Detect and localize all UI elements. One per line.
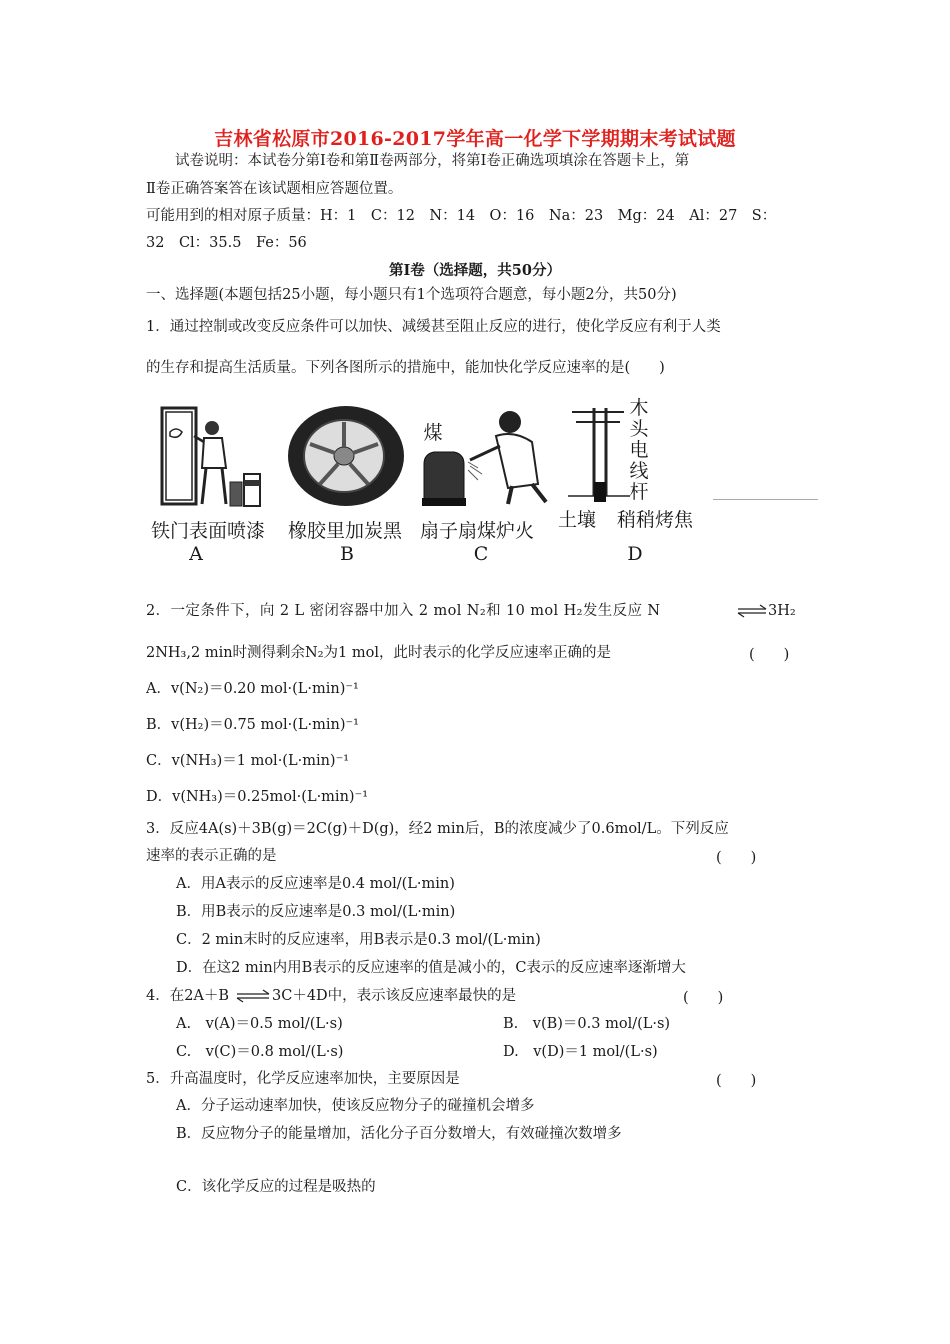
q5-line-1: 5．升高温度时，化学反应速率加快，主要原因是 (146, 1071, 460, 1087)
coal-label: 煤 (423, 422, 443, 444)
q2-line-1: 2．一定条件下，向 2 L 密闭容器中加入 2 mol N₂和 10 mol H₂发生反应 N (146, 603, 661, 619)
page-title: 吉林省松原市2016-2017学年高一化学下学期期末考试试题 (214, 128, 736, 150)
tire-illustration (284, 404, 409, 509)
q4-option-b: B. v(B)＝0.3 mol/(L·s) (503, 1016, 671, 1032)
q5-answer-paren: ( ) (716, 1073, 757, 1089)
atomic-mass-line-2: 32 Cl：35.5 Fe：56 (146, 235, 307, 251)
q3-option-a: A．用A表示的反应速率是0.4 mol/(L·min) (176, 876, 455, 892)
caption-d-soil: 土壤 (557, 509, 596, 531)
pole-label-char: 电 (629, 439, 649, 461)
part-heading: 一、选择题(本题包括25小题，每小题只有1个选项符合题意，每小题2分，共50分) (146, 287, 677, 303)
q2-option-d: D．v(NH₃)＝0.25mol·(L·min)⁻¹ (146, 789, 369, 805)
option-letter-d: D (627, 543, 643, 565)
q4-option-c: C. v(C)＝0.8 mol/(L·s) (176, 1044, 344, 1060)
q3-option-d: D．在这2 min内用B表示的反应速率的值是减小的，C表示的反应速率逐渐增大 (176, 960, 686, 976)
q4-option-a: A. v(A)＝0.5 mol/(L·s) (176, 1016, 343, 1032)
q4-option-d: D. v(D)＝1 mol/(L·s) (503, 1044, 658, 1060)
q2-option-b: B．v(H₂)＝0.75 mol·(L·min)⁻¹ (146, 717, 359, 733)
q3-line-2: 速率的表示正确的是 (146, 848, 277, 864)
q2-option-a: A．v(N₂)＝0.20 mol·(L·min)⁻¹ (146, 681, 359, 697)
intro-line-2: Ⅱ卷正确答案答在该试题相应答题位置。 (146, 181, 403, 197)
q5-option-a: A．分子运动速率加快，使该反应物分子的碰撞机会增多 (176, 1098, 535, 1114)
q2-answer-paren: ( ) (749, 647, 790, 663)
q2-line-2: 2NH₃,2 min时测得剩余N₂为1 mol，此时表示的化学反应速率正确的是 (146, 645, 611, 661)
caption-d-charred: 稍稍烤焦 (616, 509, 693, 531)
q3-option-c: C．2 min末时的反应速率，用B表示是0.3 mol/(L·min) (176, 932, 541, 948)
q2-option-c: C．v(NH₃)＝1 mol·(L·min)⁻¹ (146, 753, 350, 769)
q1-line-2: 的生存和提高生活质量。下列各图所示的措施中，能加快化学反应速率的是( ) (146, 360, 665, 376)
q3-answer-paren: ( ) (716, 850, 757, 866)
caption-a: 铁门表面喷漆 (150, 520, 265, 542)
caption-b: 橡胶里加炭黑 (287, 520, 402, 542)
q5-option-b: B．反应物分子的能量增加，活化分子百分数增大，有效碰撞次数增多 (176, 1126, 622, 1142)
option-letter-b: B (340, 543, 354, 565)
pole-label-char: 线 (629, 460, 649, 482)
q2-line-1-tail: 3H₂ (768, 603, 796, 619)
pole-label-char: 头 (629, 418, 649, 440)
intro-line-1: 试卷说明：本试卷分第Ⅰ卷和第Ⅱ卷两部分，将第Ⅰ卷正确选项填涂在答题卡上，第 (175, 153, 690, 169)
pole-label-char: 木 (629, 397, 649, 419)
painting-door-illustration (152, 402, 267, 512)
q5-option-c: C．该化学反应的过程是吸热的 (176, 1179, 376, 1195)
q4-answer-paren: ( ) (683, 990, 724, 1006)
section-heading: 第Ⅰ卷（选择题，共50分） (389, 262, 561, 279)
q3-option-b: B．用B表示的反应速率是0.3 mol/(L·min) (176, 904, 456, 920)
divider-line (713, 499, 818, 500)
atomic-mass-line-1: 可能用到的相对原子质量：H：1 C：12 N：14 O：16 Na：23 Mg：24 Al：27 S： (146, 208, 777, 224)
option-letter-c: C (473, 543, 489, 565)
q1-line-1: 1．通过控制或改变反应条件可以加快、减缓甚至阻止反应的进行，使化学反应有利于人类 (146, 319, 721, 335)
equilibrium-arrow-icon (235, 989, 271, 1003)
pole-label-char: 杆 (629, 481, 649, 503)
q3-line-1: 3．反应4A(s)＋3B(g)＝2C(g)＋D(g)，经2 min后，B的浓度减少了0.6mol/L。下列反应 (146, 821, 729, 837)
pole-label (627, 398, 651, 503)
q4-line-1-b: 3C＋4D中，表示该反应速率最快的是 (272, 988, 517, 1004)
option-letter-a: A (189, 543, 203, 565)
equilibrium-arrow-icon (736, 604, 768, 618)
utility-pole-illustration (566, 400, 631, 510)
q4-line-1-a: 4．在2A＋B (146, 988, 230, 1004)
caption-c: 扇子扇煤炉火 (419, 520, 534, 542)
